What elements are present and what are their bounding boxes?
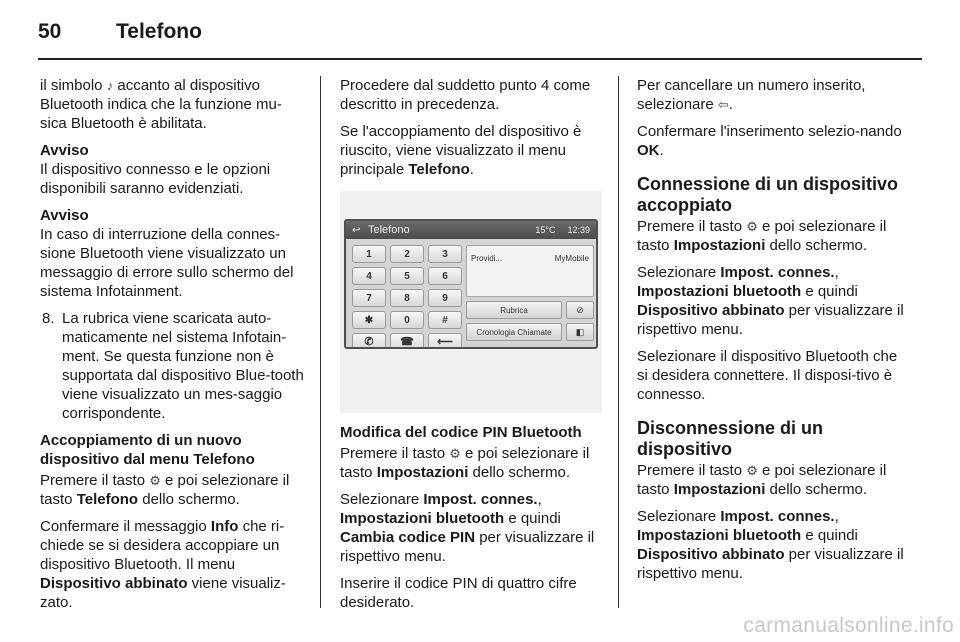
key-0: 0: [390, 311, 424, 329]
list-text: La rubrica viene scaricata auto-maticamente nel sistema Infotain-ment. Se questa funzione non è supportata dal dispositivo Blue-tooth viene visualizzato un mes-saggio corrispondente.: [62, 310, 304, 422]
key-1: 1: [352, 245, 386, 263]
paragraph: Procedere dal suddetto punto 4 come descritto in precedenza.: [340, 77, 591, 113]
key-star: ✱: [352, 311, 386, 329]
note-box: [40, 206, 308, 301]
key-5: 5: [390, 267, 424, 285]
device-left: Providi...: [471, 254, 503, 263]
note-box: [40, 141, 308, 198]
paragraph: Confermare il messaggio Info che ri-chiede se si desidera accoppiare un dispositivo Bluetooth. Il menu Dispositivo abbinato viene visualiz-zato.: [40, 518, 286, 611]
column-divider-2: [618, 76, 619, 608]
key-6: 6: [428, 267, 462, 285]
section-heading: Connessione di un dispositivo accoppiato: [637, 174, 899, 215]
paragraph: Selezionare Impost. connes., Impostazioni bluetooth e quindi Dispositivo abbinato per visualizzare il rispettivo menu.: [637, 264, 904, 338]
page-title: Telefono: [116, 20, 202, 43]
bluetooth-music-icon: ♪: [106, 78, 114, 93]
keypad: [352, 245, 462, 349]
page-number: 50: [38, 20, 62, 43]
key-hash: #: [428, 311, 462, 329]
paragraph: Selezionare Impost. connes., Impostazioni bluetooth e quindi Cambia codice PIN per visualizzare il rispettivo menu.: [340, 491, 595, 565]
paragraph: Premere il tasto ⚙ e poi selezionare il tasto Impostazioni dello schermo.: [637, 218, 887, 254]
infotainment-screen: [344, 219, 598, 349]
column-2: [340, 76, 608, 620]
settings-gear-icon: ⚙: [746, 219, 758, 234]
speaker-icon: ◧: [566, 323, 594, 341]
backspace-icon: ⟵: [428, 333, 462, 349]
screen-right-panel: [466, 245, 594, 345]
watermark: carmanualsonline.info: [743, 614, 954, 637]
temperature: 15°C: [535, 224, 556, 235]
key-3: 3: [428, 245, 462, 263]
device-list: [466, 245, 594, 297]
column-1: [40, 76, 308, 620]
call-icon: ✆: [352, 333, 386, 349]
key-2: 2: [390, 245, 424, 263]
note-title: Avviso: [40, 207, 89, 224]
phone-screen-figure: [340, 191, 602, 413]
backspace-arrow-icon: ⇦: [717, 97, 729, 112]
key-4: 4: [352, 267, 386, 285]
settings-gear-icon: ⚙: [149, 473, 161, 488]
section-heading: Modifica del codice PIN Bluetooth: [340, 424, 582, 441]
paragraph: il simbolo ♪ accanto al dispositivo Bluetooth indica che la funzione mu-sica Bluetooth è abilitata.: [40, 77, 282, 132]
clock: 12:39: [567, 224, 590, 235]
paragraph: Se l'accoppiamento del dispositivo è riuscito, viene visualizzato il menu principale Telefono.: [340, 123, 582, 178]
mute-mic-icon: ⊘: [566, 301, 594, 319]
page-header: [38, 20, 202, 50]
paragraph: Premere il tasto ⚙ e poi selezionare il tasto Impostazioni dello schermo.: [637, 462, 887, 498]
key-7: 7: [352, 289, 386, 307]
hang-up-icon: ☎: [390, 333, 424, 349]
call-history-button: Cronologia Chiamate: [466, 323, 562, 341]
key-8: 8: [390, 289, 424, 307]
column-divider-1: [320, 76, 321, 608]
note-text: In caso di interruzione della connes-sione Bluetooth viene visualizzato un messaggio di errore sullo schermo del sistema Infotainment.: [40, 226, 294, 300]
rubrica-button: Rubrica: [466, 301, 562, 319]
list-item: [40, 309, 308, 423]
paragraph: Inserire il codice PIN di quattro cifre desiderato.: [340, 575, 577, 611]
paragraph: Selezionare Impost. connes., Impostazioni bluetooth e quindi Dispositivo abbinato per visualizzare il rispettivo menu.: [637, 508, 904, 582]
header-rule: [38, 58, 922, 60]
screen-title: Telefono: [368, 223, 410, 236]
list-number: 8.: [42, 310, 55, 327]
back-arrow-icon: ↩: [352, 224, 361, 236]
settings-gear-icon: ⚙: [449, 446, 461, 461]
key-9: 9: [428, 289, 462, 307]
note-text: Il dispositivo connesso e le opzioni disponibili saranno evidenziati.: [40, 161, 271, 197]
paragraph: Confermare l'inserimento selezio-nando OK.: [637, 123, 902, 159]
settings-gear-icon: ⚙: [746, 463, 758, 478]
device-right: MyMobile: [554, 254, 589, 263]
column-3: [637, 76, 912, 591]
note-title: Avviso: [40, 142, 89, 159]
paragraph: Premere il tasto ⚙ e poi selezionare il tasto Impostazioni dello schermo.: [340, 445, 590, 481]
paragraph: Per cancellare un numero inserito, selezionare ⇦.: [637, 77, 866, 113]
screen-topbar: [346, 221, 596, 239]
section-heading: Disconnessione di un dispositivo: [637, 418, 824, 459]
paragraph: Selezionare il dispositivo Bluetooth che si desidera connettere. Il disposi-tivo è connesso.: [637, 348, 898, 403]
section-heading: Accoppiamento di un nuovo dispositivo dal menu Telefono: [40, 432, 255, 468]
paragraph: Premere il tasto ⚙ e poi selezionare il tasto Telefono dello schermo.: [40, 472, 290, 508]
